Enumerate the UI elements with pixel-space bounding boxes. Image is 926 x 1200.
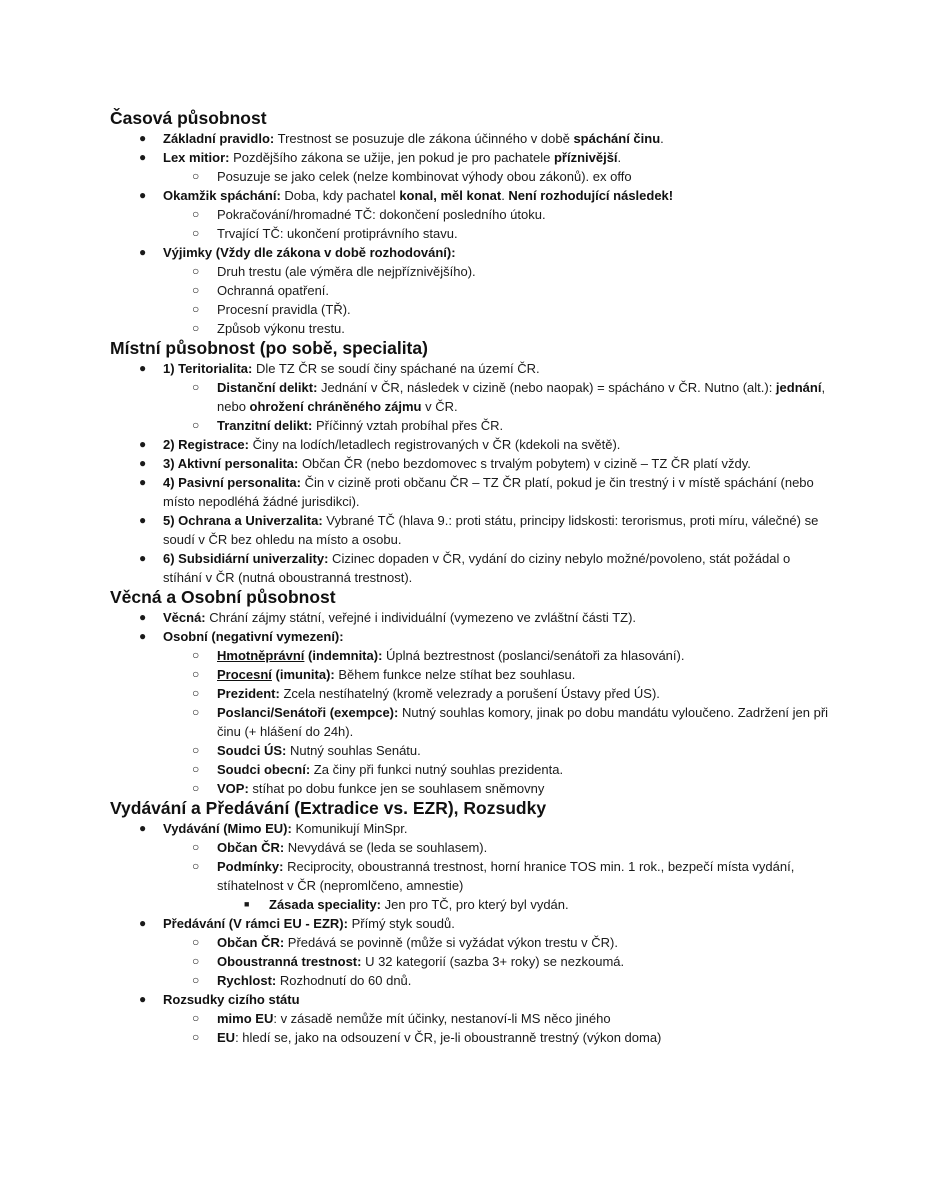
section-heading: Časová působnost <box>110 108 267 128</box>
section-heading: Místní působnost (po sobě, specialita) <box>110 338 428 358</box>
list-item <box>110 741 830 760</box>
text: Nevydává se (leda se souhlasem). <box>284 840 488 855</box>
list-item <box>110 186 830 205</box>
text: Příčinný vztah probíhal přes ČR. <box>312 418 504 433</box>
bold-text: Výjimky (Vždy dle zákona v době rozhodování): <box>163 245 456 260</box>
list-item <box>110 262 830 281</box>
bullet-disc-icon: ● <box>139 188 147 202</box>
list-item <box>110 819 830 838</box>
list-item <box>110 952 830 971</box>
bold-text: Rozsudky cizího státu <box>163 992 300 1007</box>
bullet-disc-icon: ● <box>139 821 147 835</box>
text: Cizinec dopaden v ČR, vydání do ciziny nebylo možné/povoleno, stát požádal o stíhání v ČR (nutná oboustranná trestnost). <box>163 551 794 585</box>
bold-text: Občan ČR: <box>217 935 285 950</box>
text: , nebo <box>217 380 829 414</box>
bold-text: Není rozhodující následek! <box>508 188 674 203</box>
bold-text: Vydávání (Mimo EU): <box>163 821 292 836</box>
list-item <box>110 665 830 684</box>
bullet-circle-icon: ○ <box>192 207 200 221</box>
bullet-circle-icon: ○ <box>192 418 200 432</box>
bold-text: příznivější <box>553 150 618 165</box>
text: Způsob výkonu trestu. <box>217 321 345 336</box>
bold-text: 5) Ochrana a Univerzalita: <box>163 513 323 528</box>
bullet-circle-icon: ○ <box>192 743 200 757</box>
text: Úplná beztrestnost (poslanci/senátoři za hlasování). <box>382 648 685 663</box>
text: Občan ČR (nebo bezdomovec s trvalým pobytem) v cizině – TZ ČR platí vždy. <box>298 456 751 471</box>
text: : v zásadě nemůže mít účinky, nestanoví-li MS něco jiného <box>273 1011 611 1026</box>
text: Procesní pravidla (TŘ). <box>217 302 351 317</box>
text: Předává se povinně (může si vyžádat výkon trestu v ČR). <box>284 935 618 950</box>
text: Čin v cizině proti občanu ČR – TZ ČR platí, pokud je čin trestný i v místě spáchání (nebo místo nepodléhá žádné jurisdikci). <box>163 475 818 509</box>
list-item <box>110 914 830 933</box>
bullet-disc-icon: ● <box>139 361 147 375</box>
list-item <box>110 703 830 741</box>
bold-text: spáchání činu <box>573 131 661 146</box>
list-item <box>110 148 830 167</box>
text: Činy na lodích/letadlech registrovaných v ČR (kdekoli na světě). <box>248 437 621 452</box>
section-list <box>110 129 830 338</box>
section-list <box>110 819 830 1047</box>
bullet-circle-icon: ○ <box>192 1011 200 1025</box>
text: Přímý styk soudů. <box>347 916 455 931</box>
bold-text: 2) Registrace: <box>163 437 249 452</box>
list-item <box>110 300 830 319</box>
list-item <box>110 627 830 646</box>
bullet-square-icon: ■ <box>244 899 250 909</box>
list-item <box>110 243 830 262</box>
text: Dle TZ ČR se soudí činy spáchané na území ČR. <box>252 361 540 376</box>
text: Rozhodnutí do 60 dnů. <box>276 973 412 988</box>
bullet-disc-icon: ● <box>139 131 147 145</box>
bullet-disc-icon: ● <box>139 437 147 451</box>
text: Za činy při funkci nutný souhlas prezidenta. <box>310 762 564 777</box>
list-item <box>110 760 830 779</box>
bullet-circle-icon: ○ <box>192 283 200 297</box>
list-item <box>110 454 830 473</box>
bold-text: Věcná: <box>163 610 206 625</box>
bullet-disc-icon: ● <box>139 245 147 259</box>
list-item <box>110 378 830 416</box>
bold-text: Distanční delikt: <box>217 380 318 395</box>
text: v ČR. <box>421 399 458 414</box>
bold-text: (indemnita): <box>304 648 383 663</box>
bold-text: Hmotněprávní <box>217 648 305 663</box>
text: Jen pro TČ, pro který byl vydán. <box>381 897 569 912</box>
text: Pozdějšího zákona se užije, jen pokud je pro pachatele <box>229 150 554 165</box>
bullet-disc-icon: ● <box>139 513 147 527</box>
bullet-disc-icon: ● <box>139 551 147 565</box>
list-item <box>110 416 830 435</box>
bold-text: Zásada speciality: <box>269 897 381 912</box>
list-item <box>110 129 830 148</box>
bullet-circle-icon: ○ <box>192 648 200 662</box>
bullet-disc-icon: ● <box>139 629 147 643</box>
list-item <box>110 1028 830 1047</box>
bold-text: Základní pravidlo: <box>163 131 275 146</box>
text: Pokračování/hromadné TČ: dokončení posledního útoku. <box>217 207 546 222</box>
list-item <box>110 205 830 224</box>
bullet-circle-icon: ○ <box>192 973 200 987</box>
bold-text: EU <box>217 1030 236 1045</box>
list-item <box>110 224 830 243</box>
document-body <box>110 108 830 1047</box>
list-item <box>110 857 830 895</box>
bullet-circle-icon: ○ <box>192 380 200 394</box>
bold-text: VOP: <box>217 781 249 796</box>
text: U 32 kategorií (sazba 3+ roky) se nezkoumá. <box>361 954 625 969</box>
bold-text: Procesní <box>217 667 272 682</box>
bullet-circle-icon: ○ <box>192 321 200 335</box>
text: Zcela nestíhatelný (kromě velezrady a porušení Ústavy před ÚS). <box>279 686 660 701</box>
bold-text: Poslanci/Senátoři (exempce): <box>217 705 399 720</box>
bold-text: mimo EU <box>217 1011 274 1026</box>
text: . <box>501 188 509 203</box>
bullet-circle-icon: ○ <box>192 935 200 949</box>
bullet-circle-icon: ○ <box>192 667 200 681</box>
bold-text: Lex mitior: <box>163 150 230 165</box>
list-item <box>110 281 830 300</box>
bold-text: Podmínky: <box>217 859 284 874</box>
bold-text: konal, měl konat <box>399 188 502 203</box>
list-item <box>110 167 830 186</box>
text: Reciprocity, oboustranná trestnost, horní hranice TOS min. 1 rok., bezpečí místa vydání, stíhatelnost v ČR (nepromlčeno, amnestie) <box>217 859 798 893</box>
bullet-disc-icon: ● <box>139 992 147 1006</box>
list-item <box>110 511 830 549</box>
bold-text: 4) Pasivní personalita: <box>163 475 301 490</box>
bullet-disc-icon: ● <box>139 456 147 470</box>
bold-text: Tranzitní delikt: <box>217 418 313 433</box>
bold-text: Oboustranná trestnost: <box>217 954 362 969</box>
bullet-circle-icon: ○ <box>192 302 200 316</box>
text: Trestnost se posuzuje dle zákona účinného v době <box>274 131 574 146</box>
bullet-circle-icon: ○ <box>192 1030 200 1044</box>
bold-text: 6) Subsidiární univerzality: <box>163 551 329 566</box>
list-item <box>110 838 830 857</box>
section-heading: Věcná a Osobní působnost <box>110 587 336 607</box>
list-item <box>110 895 830 914</box>
bold-text: Soudci obecní: <box>217 762 311 777</box>
list-item <box>110 1009 830 1028</box>
bold-text: Občan ČR: <box>217 840 285 855</box>
bold-text: ohrožení chráněného zájmu <box>249 399 422 414</box>
section-list <box>110 359 830 587</box>
bold-text: 1) Teritorialita: <box>163 361 253 376</box>
bullet-circle-icon: ○ <box>192 264 200 278</box>
bold-text: 3) Aktivní personalita: <box>163 456 299 471</box>
bullet-circle-icon: ○ <box>192 226 200 240</box>
text: stíhat po dobu funkce jen se souhlasem sněmovny <box>248 781 545 796</box>
bullet-circle-icon: ○ <box>192 169 200 183</box>
bold-text: Osobní (negativní vymezení): <box>163 629 344 644</box>
list-item <box>110 359 830 378</box>
text: Během funkce nelze stíhat bez souhlasu. <box>334 667 576 682</box>
text: Ochranná opatření. <box>217 283 330 298</box>
list-item <box>110 319 830 338</box>
bullet-circle-icon: ○ <box>192 781 200 795</box>
bullet-circle-icon: ○ <box>192 705 200 719</box>
text: Komunikují MinSpr. <box>291 821 408 836</box>
bullet-disc-icon: ● <box>139 475 147 489</box>
list-item <box>110 646 830 665</box>
text: . <box>617 150 622 165</box>
bullet-circle-icon: ○ <box>192 686 200 700</box>
bullet-disc-icon: ● <box>139 150 147 164</box>
text: Nutný souhlas Senátu. <box>286 743 421 758</box>
text: Posuzuje se jako celek (nelze kombinovat výhody obou zákonů). ex offo <box>217 169 632 184</box>
text: Nutný souhlas komory, jinak po dobu mandátu vyloučeno. Zadržení jen při činu (+ hlášení do 24h). <box>217 705 832 739</box>
list-item <box>110 684 830 703</box>
bullet-disc-icon: ● <box>139 916 147 930</box>
bold-text: Soudci ÚS: <box>217 743 287 758</box>
list-item <box>110 473 830 511</box>
bold-text: Rychlost: <box>217 973 277 988</box>
list-item <box>110 435 830 454</box>
text: Druh trestu (ale výměra dle nejpříznivějšího). <box>217 264 476 279</box>
text: Jednání v ČR, následek v cizině (nebo naopak) = spácháno v ČR. Nutno (alt.): <box>317 380 776 395</box>
text: Trvající TČ: ukončení protiprávního stavu. <box>217 226 458 241</box>
bullet-circle-icon: ○ <box>192 762 200 776</box>
section-heading: Vydávání a Předávání (Extradice vs. EZR), Rozsudky <box>110 798 547 818</box>
bold-text: Prezident: <box>217 686 280 701</box>
list-item <box>110 990 830 1009</box>
section-list <box>110 608 830 798</box>
text: Chrání zájmy státní, veřejné i individuální (vymezeno ve zvláštní části TZ). <box>205 610 637 625</box>
text: Doba, kdy pachatel <box>280 188 400 203</box>
bold-text: (imunita): <box>271 667 335 682</box>
bold-text: jednání <box>775 380 822 395</box>
text: Vybrané TČ (hlava 9.: proti státu, principy lidskosti: terorismus, proti míru, válečné) se soudí v ČR bez ohledu na místo a osobu. <box>163 513 822 547</box>
text: : hledí se, jako na odsouzení v ČR, je-li oboustranně trestný (výkon doma) <box>235 1030 662 1045</box>
list-item <box>110 971 830 990</box>
text: . <box>660 131 664 146</box>
bullet-circle-icon: ○ <box>192 954 200 968</box>
bold-text: Okamžik spáchání: <box>163 188 281 203</box>
bullet-disc-icon: ● <box>139 610 147 624</box>
list-item <box>110 549 830 587</box>
bold-text: Předávání (V rámci EU - EZR): <box>163 916 348 931</box>
bullet-circle-icon: ○ <box>192 859 200 873</box>
list-item <box>110 933 830 952</box>
bullet-circle-icon: ○ <box>192 840 200 854</box>
list-item <box>110 779 830 798</box>
list-item <box>110 608 830 627</box>
